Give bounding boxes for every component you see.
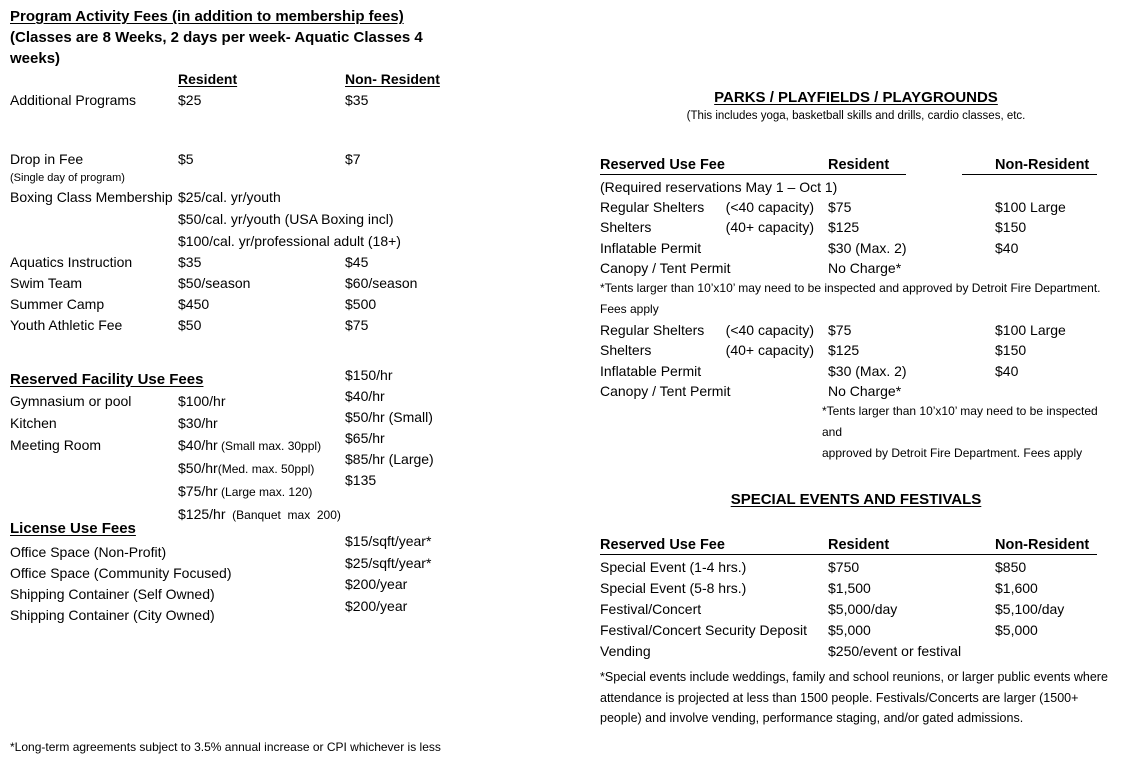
fee-label: Special Event (5-8 hrs.) (600, 580, 747, 597)
fee-label: Canopy / Tent Permit (600, 383, 731, 400)
capacity-note: (40+ capacity) (725, 219, 814, 236)
fee-nonresident: $40/hr (345, 388, 385, 404)
fee-resident: $1,500 (828, 580, 871, 597)
fee-resident: $100/hr (178, 393, 226, 409)
fee-resident: $50 (178, 317, 202, 333)
fee-label: Shelters (40+ capacity) (600, 217, 828, 237)
fee-label: Meeting Room (10, 437, 102, 453)
program-activity-title: Program Activity Fees (in addition to membership fees) (10, 8, 404, 25)
capacity-note: (<40 capacity) (725, 199, 814, 215)
fee-resident: $30 (Max. 2) (828, 239, 907, 256)
fee-resident: $50/cal. yr/youth (USA Boxing incl) (178, 211, 394, 227)
fee-label: Aquatics Instruction (10, 254, 133, 270)
non-resident-column-header: Non- Resident (345, 71, 440, 87)
fee-nonresident: $100 Large (995, 199, 1066, 215)
fee-row (10, 149, 470, 170)
fee-capacity-note: (Banquet max 200) (225, 508, 341, 522)
fee-label: Boxing Class Membership (10, 189, 173, 205)
fee-resident: $50/season (178, 275, 251, 291)
fee-nonresident (995, 258, 1112, 278)
fee-column-header: Reserved Use Fee (600, 537, 725, 554)
fee-row (600, 361, 1112, 381)
fee-label: Shelters (40+ capacity) (600, 340, 828, 360)
fee-nonresident (995, 381, 1112, 401)
fee-nonresident (995, 641, 1112, 662)
fee-label: Regular Shelters (<40 capacity) (600, 197, 828, 217)
fee-nonresident: $50/hr (Small) (345, 409, 433, 425)
non-resident-column-header: Non-Resident (995, 157, 1090, 173)
parks-title: PARKS / PLAYFIELDS / PLAYGROUNDS (714, 89, 998, 106)
fee-row (600, 258, 1112, 278)
fee-nonresident: $65/hr (345, 430, 385, 446)
fee-sub-note: (Single day of program) (10, 172, 125, 184)
fee-row (600, 340, 1112, 360)
header-underline (600, 174, 906, 176)
fee-label: Inflatable Permit (600, 362, 702, 379)
fee-nonresident: $150/hr (345, 367, 393, 383)
fee-label: Gymnasium or pool (10, 393, 132, 409)
fee-nonresident: $85/hr (Large) (345, 451, 434, 467)
fee-label: Shipping Container (City Owned) (10, 607, 215, 623)
fee-column-header: Reserved Use Fee (600, 157, 725, 173)
empty-header-cell (10, 69, 178, 90)
capacity-note: (<40 capacity) (725, 322, 814, 339)
fee-label: Summer Camp (10, 296, 105, 312)
fee-resident: $5 (178, 151, 194, 167)
fee-value: $25/sqft/year* (345, 554, 432, 571)
fee-label: Office Space (Non-Profit) (10, 544, 167, 560)
fee-value: $200/year (345, 597, 408, 614)
tents-footnote-indented: *Tents larger than 10’x10’ may need to be inspected and approved by Detroit Fire Department. Fees apply (822, 404, 1098, 461)
special-events-footnote: *Special events include weddings, family and school reunions, or larger public events where attendance is projected at less than 1500 people. Festivals/Concerts are larger (1500+ people) and involve vending, performance staging, and/or gated admissions. (600, 670, 1108, 726)
fee-nonresident: $500 (345, 296, 377, 312)
fee-label: Vending (600, 643, 651, 660)
program-activity-section (10, 6, 470, 336)
program-activity-subtitle: (Classes are 8 Weeks, 2 days per week- Aquatic Classes 4 weeks) (10, 29, 423, 67)
fee-label: Youth Athletic Fee (10, 317, 123, 333)
fee-row (600, 320, 1112, 340)
resident-column-header: Resident (828, 157, 890, 173)
license-use-title: License Use Fees (10, 520, 136, 537)
fee-row (10, 90, 470, 111)
fee-label: Drop in Fee (10, 151, 84, 167)
license-values-column (345, 531, 431, 617)
fee-row (600, 197, 1112, 217)
fee-resident: No Charge* (828, 383, 902, 400)
resident-column-header: Resident (828, 537, 890, 554)
fee-nonresident: $850 (995, 559, 1027, 576)
fee-label: Shipping Container (Self Owned) (10, 586, 215, 602)
fee-resident: $5,000/day (828, 601, 898, 618)
parks-subtitle: (This includes yoga, basketball skills and drills, cardio classes, etc. (686, 110, 1026, 122)
fee-row (600, 557, 1112, 578)
fee-resident: $5,000 (828, 622, 871, 639)
fee-value: $200/year (345, 576, 408, 592)
fee-resident: $25 (178, 92, 202, 108)
fee-resident: $450 (178, 296, 210, 312)
fee-row (600, 381, 1112, 401)
tents-footnote: *Tents larger than 10’x10’ may need to be inspected and approved by Detroit Fire Department. Fees apply (600, 281, 1101, 317)
parks-table-header (600, 155, 1112, 177)
fee-resident: $25/cal. yr/youth (178, 189, 281, 205)
spacer (10, 111, 470, 149)
fee-row (600, 217, 1112, 237)
fee-label (10, 208, 178, 230)
fee-label: Festival/Concert Security Deposit (600, 622, 807, 639)
fee-row (10, 252, 470, 273)
right-column (600, 88, 1112, 729)
fee-capacity-note: (Med. max. 50ppl) (217, 462, 315, 476)
fee-nonresident: $5,000 (995, 622, 1038, 639)
fee-nonresident: $40 (995, 239, 1019, 256)
fee-row (600, 238, 1112, 258)
fee-label (10, 480, 178, 503)
fee-nonresident: $5,100/day (995, 601, 1065, 618)
fee-label: Additional Programs (10, 92, 137, 108)
fee-resident: $125/hr (Banquet max 200) (178, 506, 341, 522)
header-underline (962, 174, 1097, 176)
fee-resident: $75/hr (Large max. 120) (178, 483, 313, 499)
fee-label: Canopy / Tent Permit (600, 259, 731, 276)
fee-row (10, 273, 470, 294)
fee-label: Inflatable Permit (600, 239, 702, 256)
fee-resident: No Charge* (828, 259, 902, 276)
header-underline (600, 554, 1097, 556)
fee-label (10, 230, 178, 252)
fee-label: Kitchen (10, 415, 57, 431)
reservation-note: (Required reservations May 1 – Oct 1) (600, 179, 838, 195)
fee-resident: $250/event or festival (828, 643, 962, 660)
fee-label: Regular Shelters (<40 capacity) (600, 320, 828, 340)
fee-resident: $125 (828, 342, 860, 359)
long-term-footnote: *Long-term agreements subject to 3.5% annual increase or CPI whichever is less (10, 740, 441, 754)
non-resident-column-header: Non-Resident (995, 537, 1090, 554)
capacity-note: (40+ capacity) (725, 342, 814, 359)
fee-capacity-note: (Small max. 30ppl) (217, 439, 322, 453)
fee-row (600, 620, 1112, 641)
fee-resident: $75 (828, 199, 852, 215)
special-table-header (600, 535, 1112, 557)
fee-nonresident: $40 (995, 362, 1019, 379)
fee-resident: $75 (828, 322, 852, 339)
fee-label: Festival/Concert (600, 601, 702, 618)
fee-nonresident: $135 (345, 472, 377, 488)
fee-label: Office Space (Community Focused) (10, 565, 232, 581)
fee-label (10, 457, 178, 480)
fee-resident: $125 (828, 219, 860, 236)
fee-nonresident: $7 (345, 151, 361, 167)
reserved-facility-title: Reserved Facility Use Fees (10, 371, 204, 388)
fee-row (10, 294, 470, 315)
license-use-section (10, 513, 470, 626)
fee-row (10, 208, 470, 230)
fee-label: Special Event (1-4 hrs.) (600, 559, 747, 576)
fee-row (10, 187, 470, 208)
resident-column-header: Resident (178, 71, 238, 87)
fee-nonresident: $150 (995, 219, 1027, 236)
fee-nonresident: $45 (345, 254, 369, 270)
fee-resident: $100/cal. yr/professional adult (18+) (178, 233, 401, 249)
reserved-facility-section (10, 363, 470, 526)
fee-nonresident: $75 (345, 317, 369, 333)
fee-nonresident: $100 Large (995, 322, 1066, 339)
fee-nonresident: $60/season (345, 275, 418, 291)
fee-row (600, 641, 1112, 662)
fee-label: Swim Team (10, 275, 83, 291)
fee-row (600, 578, 1112, 599)
fee-row (600, 599, 1112, 620)
fee-resident: $750 (828, 559, 860, 576)
fee-nonresident: $35 (345, 92, 369, 108)
facility-nonresident-column (345, 365, 434, 491)
fee-row (10, 230, 470, 252)
fee-resident: $30/hr (178, 415, 218, 431)
program-column-headers (10, 69, 470, 90)
fee-capacity-note: (Large max. 120) (217, 485, 313, 499)
fee-row (10, 315, 470, 336)
fee-resident: $40/hr (Small max. 30ppl) (178, 437, 322, 453)
fee-resident: $30 (Max. 2) (828, 362, 907, 379)
fee-nonresident: $1,600 (995, 580, 1038, 597)
special-events-title: SPECIAL EVENTS AND FESTIVALS (730, 491, 982, 509)
fee-nonresident: $150 (995, 342, 1027, 359)
fee-resident: $35 (178, 254, 202, 270)
fee-value: $15/sqft/year* (345, 533, 432, 549)
fee-resident: $50/hr(Med. max. 50ppl) (178, 460, 315, 476)
